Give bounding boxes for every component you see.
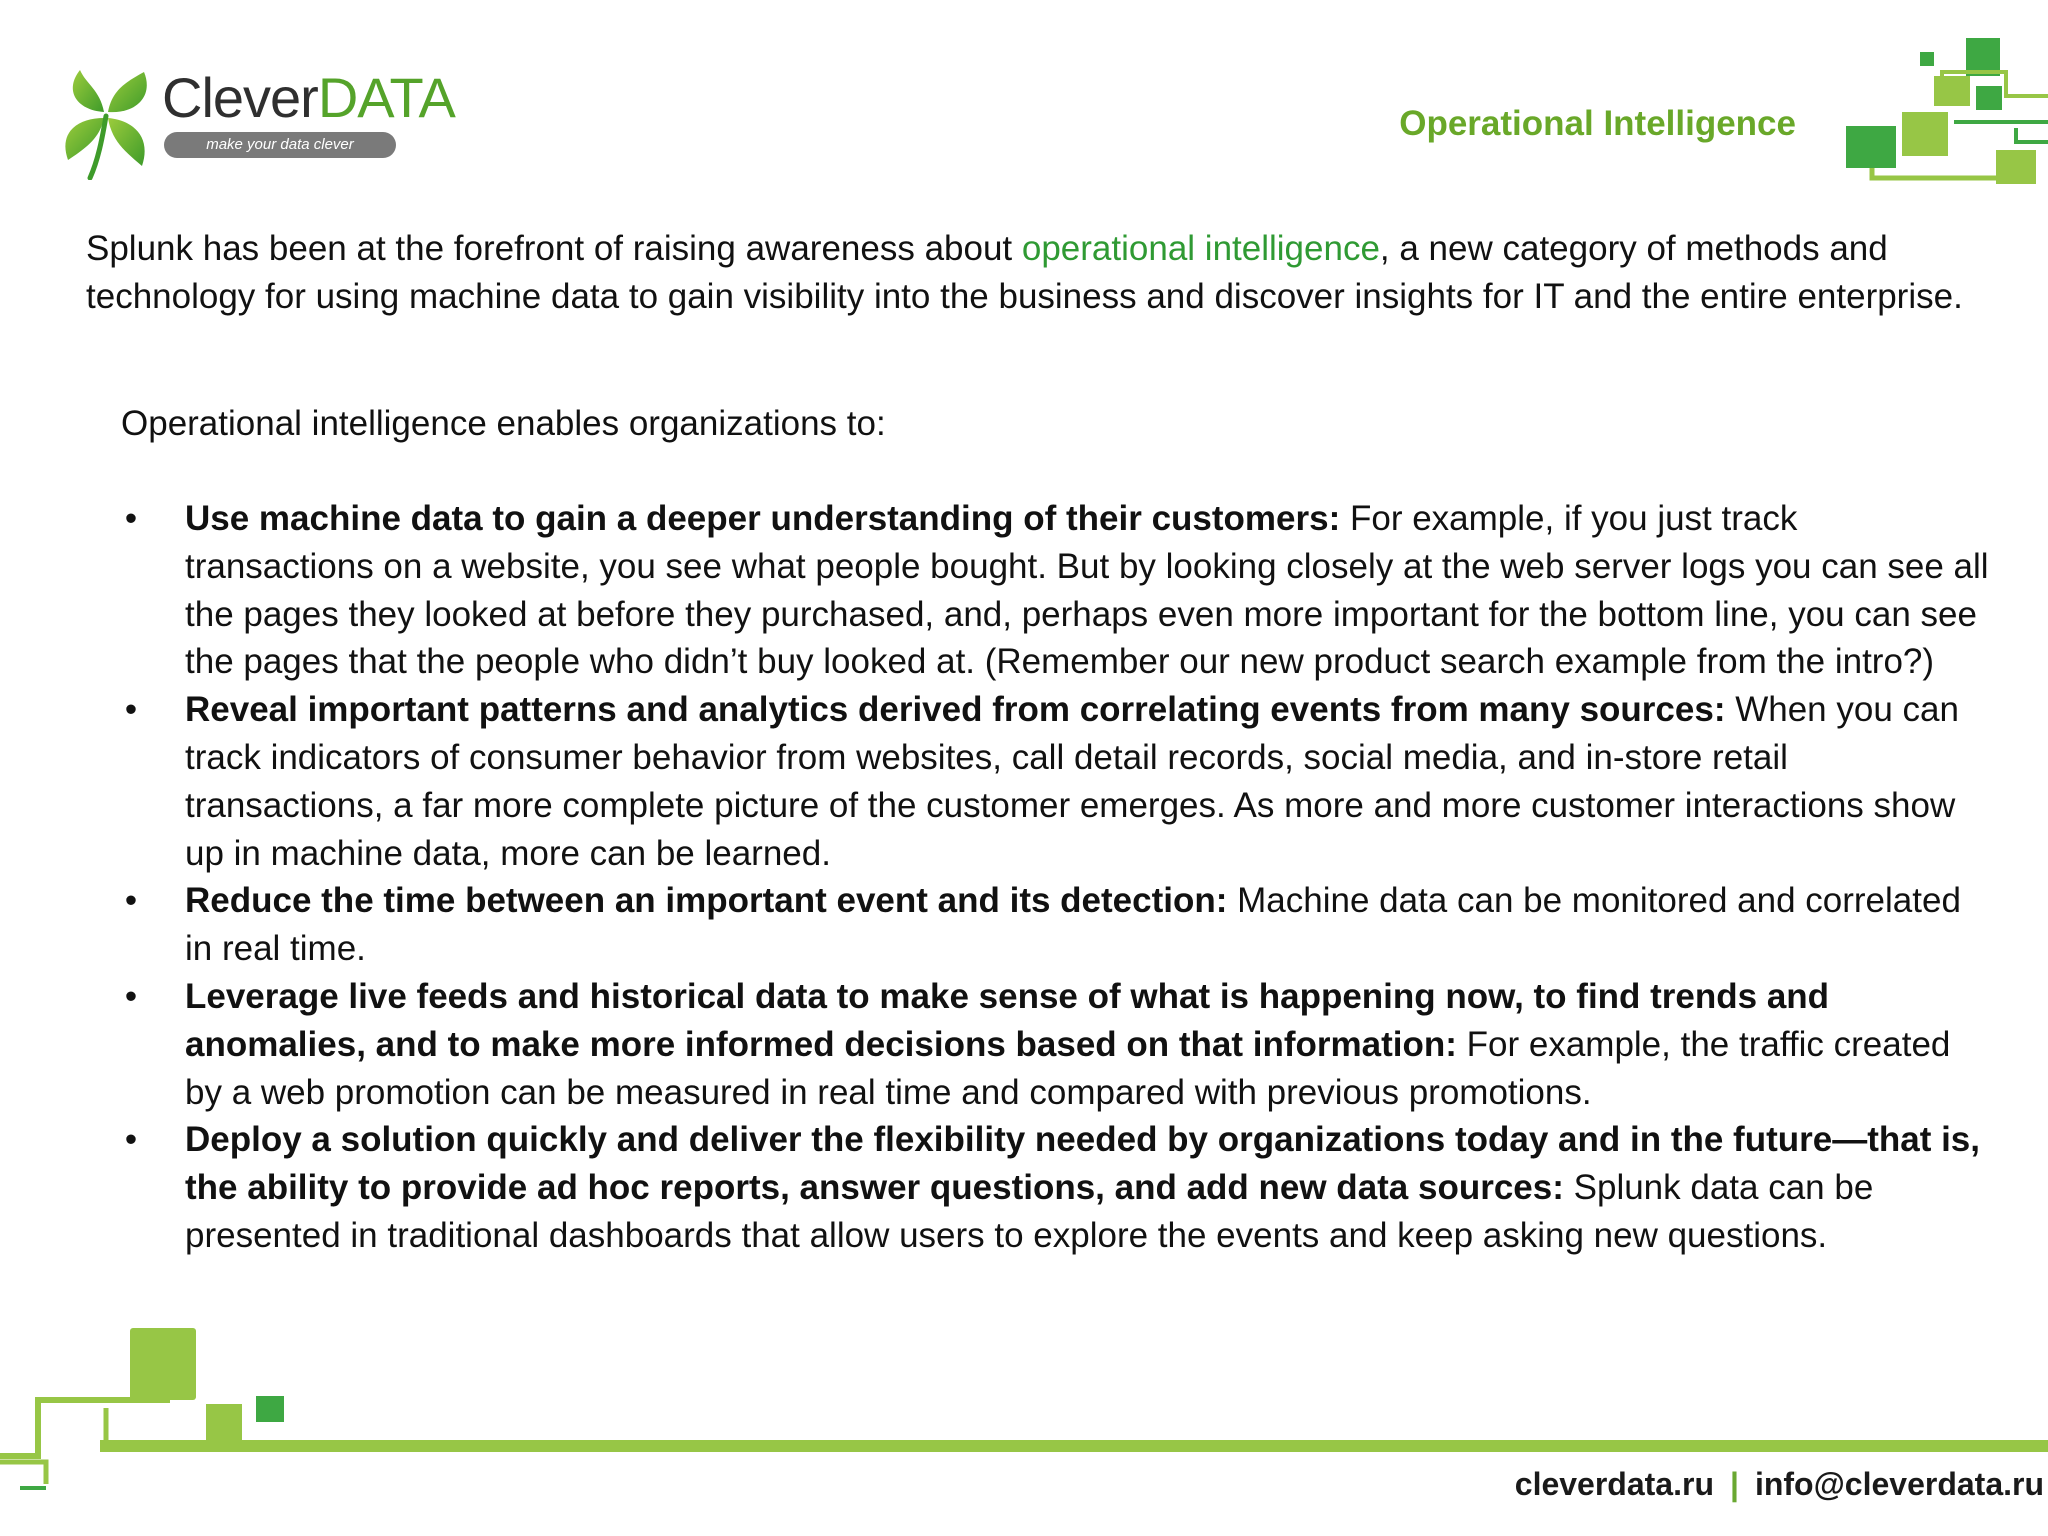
- footer-contacts: [1515, 1466, 2044, 1503]
- brand-name: [162, 68, 455, 128]
- list-item-text: For example, if you just track transactions on a website, you see what people bought. But by looking closely at the web server logs you can see all the pages they looked at before they purchased, and, perhaps even more important for the bottom line, you can see the pages that the people who didn’t buy looked at. (Remember our new product search example from the intro?): [185, 499, 1989, 682]
- intro-text-before: Splunk has been at the forefront of raising awareness about: [86, 229, 1022, 268]
- list-item-text: Machine data can be monitored and correlated in real time.: [185, 881, 1961, 969]
- list-item-heading: Reduce the time between an important event and its detection:: [185, 881, 1228, 921]
- capabilities-list: [121, 495, 1991, 1260]
- intro-highlight: operational intelligence: [1021, 229, 1380, 268]
- list-item: [121, 1116, 1991, 1259]
- list-item: [121, 686, 1991, 877]
- decorative-squares-top: [1846, 32, 2048, 202]
- list-item: [121, 973, 1991, 1116]
- list-item-heading: Deploy a solution quickly and deliver the flexibility needed by organizations today and in the future—that is, the ability to provide ad hoc reports, answer questions, and add new data sources:: [185, 1120, 1980, 1208]
- clover-logo-icon: [56, 60, 156, 180]
- list-item-heading: Use machine data to gain a deeper understanding of their customers:: [185, 499, 1341, 538]
- intro-paragraph: [86, 225, 1996, 321]
- lead-sentence: Operational intelligence enables organizations to:: [121, 404, 886, 443]
- bullet-icon: •: [124, 976, 138, 1016]
- brand-name-part2: DATA: [317, 66, 455, 129]
- list-item: [121, 877, 1991, 973]
- list-item-heading: Reveal important patterns and analytics derived from correlating events from many sources:: [185, 690, 1726, 730]
- list-item-text: When you can track indicators of consumer behavior from websites, call detail records, social media, and in-store retail transactions, a far more complete picture of the customer emerges. As more and more customer interactions show up in machine data, more can be learned.: [185, 690, 1959, 873]
- list-item-heading: Leverage live feeds and historical data to make sense of what is happening now, to find trends and anomalies, and to make more informed decisions based on that information:: [185, 976, 1830, 1064]
- brand-logo: [56, 60, 455, 184]
- bullet-icon: •: [124, 499, 138, 538]
- slide-title: Operational Intelligence: [1399, 104, 1796, 143]
- list-item: [121, 495, 1991, 686]
- decorative-squares-bottom: [0, 1320, 2048, 1490]
- bullet-icon: •: [124, 690, 138, 730]
- footer-email-link[interactable]: info@cleverdata.ru: [1754, 1466, 2044, 1502]
- footer-site-link[interactable]: cleverdata.ru: [1514, 1466, 1714, 1502]
- footer-separator: |: [1729, 1466, 1739, 1502]
- bullet-icon: •: [124, 1120, 138, 1160]
- list-item-text: Splunk data can be presented in traditional dashboards that allow users to explore the events and keep asking new questions.: [185, 1168, 1874, 1255]
- list-item-text: For example, the traffic created by a web promotion can be measured in real time and compared with previous promotions.: [185, 1024, 1951, 1112]
- bullet-icon: •: [124, 881, 138, 921]
- brand-name-part1: Clever: [162, 66, 318, 129]
- intro-text-after: , a new category of methods and technology for using machine data to gain visibility into the business and discover insights for IT and the entire enterprise.: [86, 229, 1963, 316]
- brand-tagline: make your data clever: [164, 132, 396, 158]
